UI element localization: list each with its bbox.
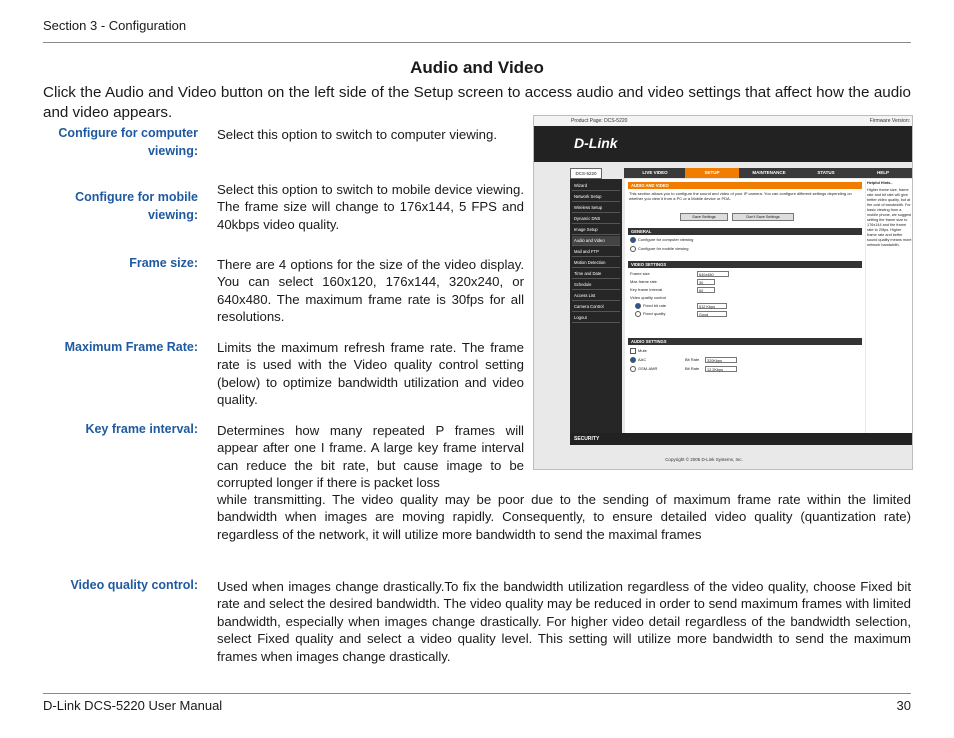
checkbox-icon[interactable] (630, 348, 636, 354)
tab-maintenance[interactable]: MAINTENANCE (752, 170, 786, 175)
aac-bitrate-select[interactable]: 320Kbps (705, 357, 737, 363)
screenshot-tabs (624, 168, 912, 178)
firmware-text: Firmware Version: (869, 118, 910, 124)
radio-icon[interactable] (630, 237, 636, 243)
nav-time-date[interactable]: Time and Date (572, 269, 620, 279)
screenshot-main (625, 179, 865, 438)
fixed-bitrate-row[interactable] (635, 303, 666, 309)
nav-motion-detection[interactable]: Motion Detection (572, 258, 620, 268)
footer-page-number: 30 (896, 698, 911, 713)
desc-key-frame-continued: while transmitting. The video quality may be poor due to the sending of maximum frame rate within the limited bandwidth when images are moving rapidly. Consequently, to ensure detailed video quality (quantization rate) regardless of the network, it will utilize more bandwidth to send the maximal frames (217, 492, 911, 542)
desc-computer-viewing: Select this option to switch to computer viewing. (217, 127, 498, 142)
page-title: Audio and Video (410, 58, 544, 77)
dlink-logo: D-Link (574, 135, 618, 151)
footer-manual-title: D-Link DCS-5220 User Manual (43, 698, 223, 713)
screenshot-sidebar (570, 179, 622, 438)
nav-network-setup[interactable]: Network Setup (572, 192, 620, 202)
mute-row[interactable] (630, 348, 647, 354)
key-interval-select[interactable]: 60 (697, 287, 715, 293)
radio-computer-label: Configure for computer viewing (638, 237, 694, 243)
model-badge: DCS-5220 (570, 168, 602, 179)
nav-access-list[interactable]: Access List (572, 291, 620, 301)
nav-wireless-setup[interactable]: Wireless Setup (572, 203, 620, 213)
screenshot-topbar (534, 116, 912, 126)
nav-wizard[interactable]: Wizard (572, 181, 620, 191)
dont-save-button[interactable]: Don't Save Settings (732, 213, 794, 221)
security-bar (570, 433, 912, 445)
gsm-bitrate-label: Bit Rate (685, 366, 700, 371)
security-label: SECURITY (574, 436, 600, 442)
key-interval-label: Key frame interval (630, 287, 663, 292)
frame-size-label: Frame size (630, 271, 650, 276)
radio-computer-row[interactable] (630, 237, 693, 243)
label-video-quality-control: Video quality control: (70, 578, 198, 592)
nav-image-setup[interactable]: Image Setup (572, 225, 620, 235)
gsm-bitrate-select[interactable]: 12.2Kbps (705, 366, 737, 372)
radio-icon[interactable] (635, 311, 641, 317)
frame-size-select[interactable]: 640x480 (697, 271, 729, 277)
desc-key-frame-interval: Determines how many repeated P frames will appear after one I frame. A large key frame interval can reduce the bit rate, but cause image to be corrupted longer if there is packet loss (217, 423, 524, 491)
nav-logout[interactable]: Logout (572, 313, 620, 323)
section-audio-video: AUDIO AND VIDEO (628, 182, 862, 189)
gsm-label: GSM-AMR (638, 366, 658, 372)
nav-dynamic-dns[interactable]: Dynamic DNS (572, 214, 620, 224)
nav-camera-control[interactable]: Camera Control (572, 302, 620, 312)
top-divider (43, 42, 911, 43)
desc-frame-size: There are 4 options for the size of the video display. You can select 160x120, 176x144, 320x240, or 640x480. The maximum frame rate is 30fps for all resolutions. (217, 257, 524, 325)
radio-icon[interactable] (630, 246, 636, 252)
label-computer-viewing: Configure for computer viewing: (58, 126, 198, 158)
fixed-quality-label: Fixed quality (643, 311, 666, 317)
max-rate-select[interactable]: 30 (697, 279, 715, 285)
label-frame-size: Frame size: (129, 256, 198, 270)
screenshot-copyright: Copyright © 2005 D-Link Systems, Inc. (665, 457, 743, 462)
desc-video-quality-control: Used when images change drastically.To fix the bandwidth utilization regardless of the video quality, choose Fixed bit rate and select the desired bandwidth. The video quality may be reduced in order to send maximum frames with limited bandwidth, especially when images change drastically. For higher video detail regardless of the bandwidth selection, select Fixed quality and select a video quality level. This setting will utilize more bandwidth to send the maximum frames when images change drastically. (217, 579, 911, 664)
tab-setup[interactable]: SETUP (685, 168, 739, 178)
intro-paragraph: Click the Audio and Video button on the left side of the Setup screen to access audio and video settings that affect how the audio and video appears. (43, 84, 911, 121)
max-rate-label: Max frame rate (630, 279, 657, 284)
section-video-settings: VIDEO SETTINGS (628, 261, 862, 268)
help-text: Higher frame size, frame rate and bit rate will give better video quality, but at the cost of bandwidth. For basic viewing from a mobile phone, we suggest setting the frame size to 176x144 and the frame rate to 20fps. Higher frame rate and better sound quality means more network bandwidth. (867, 188, 912, 247)
radio-icon[interactable] (630, 366, 636, 372)
aac-label: AAC (638, 357, 647, 363)
help-title: Helpful Hints.. (867, 181, 893, 185)
product-page-text: Product Page: DCS-5220 (571, 118, 628, 124)
screenshot-help-panel (866, 179, 912, 438)
radio-icon[interactable] (630, 357, 636, 363)
tab-help[interactable]: HELP (876, 170, 889, 175)
section-description: This section allows you to configure the sound and video of your IP camera. You can configure different settings depending on whether you view it from a PC or a Mobile device or PDA. (629, 191, 852, 201)
fixed-bitrate-label: Fixed bit rate (643, 303, 667, 309)
aac-row[interactable] (630, 357, 646, 363)
desc-mobile-viewing: Select this option to switch to mobile device viewing. The frame size will change to 176x144, 5 FPS and 40kbps video quality. (217, 182, 524, 232)
aac-bitrate-label: Bit Rate (685, 357, 700, 362)
fixed-quality-row[interactable] (635, 311, 665, 317)
nav-mail-ftp[interactable]: Mail and FTP (572, 247, 620, 257)
section-header: Section 3 - Configuration (43, 18, 187, 33)
dlink-banner (534, 126, 912, 162)
label-mobile-viewing: Configure for mobile viewing: (75, 190, 198, 222)
fixed-bitrate-select[interactable]: 512 Kbps (697, 303, 727, 309)
fixed-quality-select[interactable]: Good (697, 311, 727, 317)
setup-screenshot (533, 115, 913, 470)
radio-mobile-row[interactable] (630, 246, 688, 252)
section-general: GENERAL (628, 228, 862, 235)
section-audio-settings: AUDIO SETTINGS (628, 338, 862, 345)
save-settings-button[interactable]: Save Settings (680, 213, 728, 221)
radio-icon[interactable] (635, 303, 641, 309)
vq-label: Video quality control (630, 295, 666, 300)
bottom-divider (43, 693, 911, 694)
tab-status[interactable]: STATUS (817, 170, 835, 175)
mute-label: Mute (638, 348, 647, 354)
nav-schedule[interactable]: Schedule (572, 280, 620, 290)
radio-mobile-label: Configure for mobile viewing (638, 246, 689, 252)
nav-audio-video[interactable]: Audio and Video (572, 236, 620, 246)
desc-max-frame-rate: Limits the maximum refresh frame rate. The frame rate is used with the Video quality control setting (below) to optimize bandwidth utilization and video quality. (217, 340, 524, 408)
gsm-row[interactable] (630, 366, 657, 372)
label-max-frame-rate: Maximum Frame Rate: (64, 340, 198, 354)
tab-live-video[interactable]: LIVE VIDEO (642, 170, 668, 175)
label-key-frame-interval: Key frame interval: (85, 422, 198, 436)
